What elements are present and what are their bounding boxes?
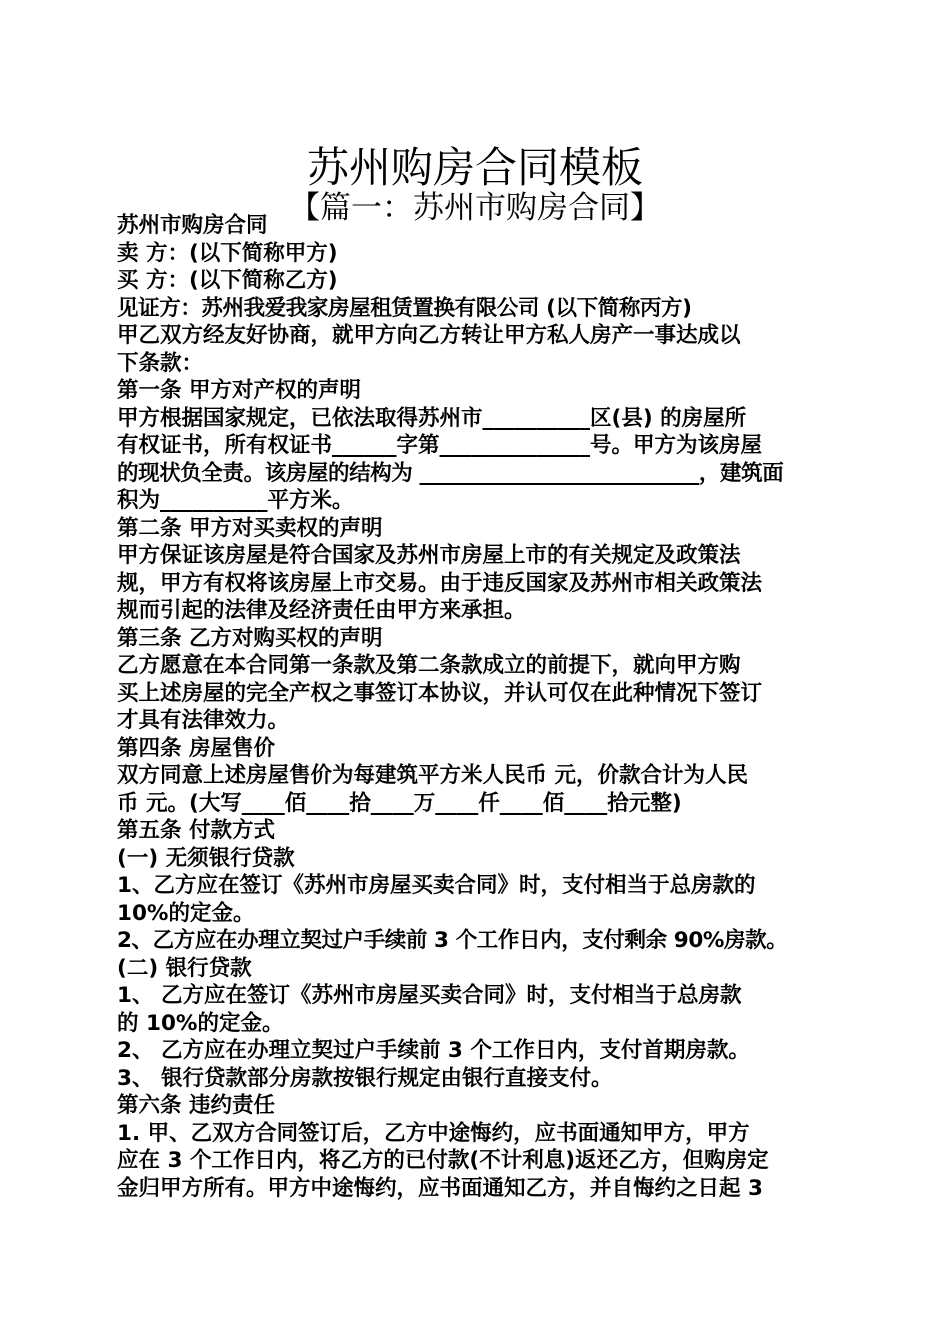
article-6-line-3: 金归甲方所有。甲方中途悔约，应书面通知乙方，并自悔约之日起 3 — [117, 1175, 763, 1201]
article-2-line-2: 规，甲方有权将该房屋上市交易。由于违反国家及苏州市相关政策法 — [117, 570, 763, 596]
article-1-heading: 第一条 甲方对产权的声明 — [117, 378, 361, 403]
article-3-heading: 第三条 乙方对购买权的声明 — [117, 625, 383, 651]
article-4-heading: 第四条 房屋售价 — [117, 735, 275, 761]
article-4-line-2: 币 元。(大写____佰____拾____万____仟____佰____拾元整) — [117, 790, 682, 816]
article-3-line-1: 乙方愿意在本合同第一条款及第二条款成立的前提下，就向甲方购 — [117, 653, 741, 678]
article-2-line-1: 甲方保证该房屋是符合国家及苏州市房屋上市的有关规定及政策法 — [117, 543, 741, 568]
article-1-line-2: 有权证书，所有权证书______字第______________号。甲方为该房屋 — [117, 433, 763, 458]
article-6-heading: 第六条 违约责任 — [117, 1093, 275, 1118]
article-1-line-3: 的现状负全责。该房屋的结构为 ___________________________，建筑面 — [117, 460, 784, 486]
article-3-line-3: 才具有法律效力。 — [117, 708, 290, 733]
article-4-line-1: 双方同意上述房屋售价为每建筑平方米人民币 元，价款合计为人民 — [117, 763, 748, 788]
article-5-item-2-2: 2、 乙方应在办理立契过户手续前 3 个工作日内，支付首期房款。 — [117, 1038, 750, 1063]
article-6-line-2: 应在 3 个工作日内，将乙方的已付款(不计利息)返还乙方，但购房定 — [117, 1148, 769, 1173]
contract-body — [117, 212, 839, 1202]
buyer-line: 买 方：(以下简称乙方) — [117, 268, 338, 293]
document-title: 苏州购房合同模板 — [306, 143, 643, 193]
article-2-heading: 第二条 甲方对买卖权的声明 — [117, 515, 383, 541]
article-5-item-1-2: 2、乙方应在办理立契过户手续前 3 个工作日内，支付剩余 90%房款。 — [117, 928, 788, 953]
article-1-line-1: 甲方根据国家规定，已依法取得苏州市__________区(县) 的房屋所 — [117, 405, 747, 431]
document-subtitle: 【篇一：苏州市购房合同】 — [289, 189, 661, 226]
article-5-item-2-1a: 1、 乙方应在签订《苏州市房屋买卖合同》时，支付相当于总房款 — [117, 983, 742, 1008]
article-5-section-1: (一) 无须银行贷款 — [117, 845, 295, 871]
article-5-item-2-3: 3、 银行贷款部分房款按银行规定由银行直接支付。 — [117, 1065, 613, 1091]
contract-heading: 苏州市购房合同 — [117, 213, 268, 238]
article-5-item-1-1a: 1、乙方应在签订《苏州市房屋买卖合同》时，支付相当于总房款的 — [117, 873, 756, 898]
intro-line-1: 甲乙双方经友好协商，就甲方向乙方转让甲方私人房产一事达成以 — [117, 323, 741, 348]
article-3-line-2: 买上述房屋的完全产权之事签订本协议，并认可仅在此种情况下签订 — [117, 680, 763, 706]
article-1-line-4: 积为__________平方米。 — [117, 488, 354, 513]
article-5-item-2-1b: 的 10%的定金。 — [117, 1010, 284, 1036]
intro-line-2: 下条款： — [117, 350, 204, 376]
article-5-heading: 第五条 付款方式 — [117, 818, 275, 843]
article-5-section-2: (二) 银行贷款 — [117, 955, 252, 981]
article-2-line-3: 规而引起的法律及经济责任由甲方来承担。 — [117, 598, 526, 623]
witness-line: 见证方：苏州我爱我家房屋租赁置换有限公司 (以下简称丙方) — [117, 295, 692, 321]
seller-line: 卖 方：(以下简称甲方) — [117, 240, 338, 266]
article-5-item-1-1b: 10%的定金。 — [117, 900, 255, 926]
article-6-line-1: 1. 甲、乙双方合同签订后，乙方中途悔约，应书面通知甲方，甲方 — [117, 1120, 750, 1146]
